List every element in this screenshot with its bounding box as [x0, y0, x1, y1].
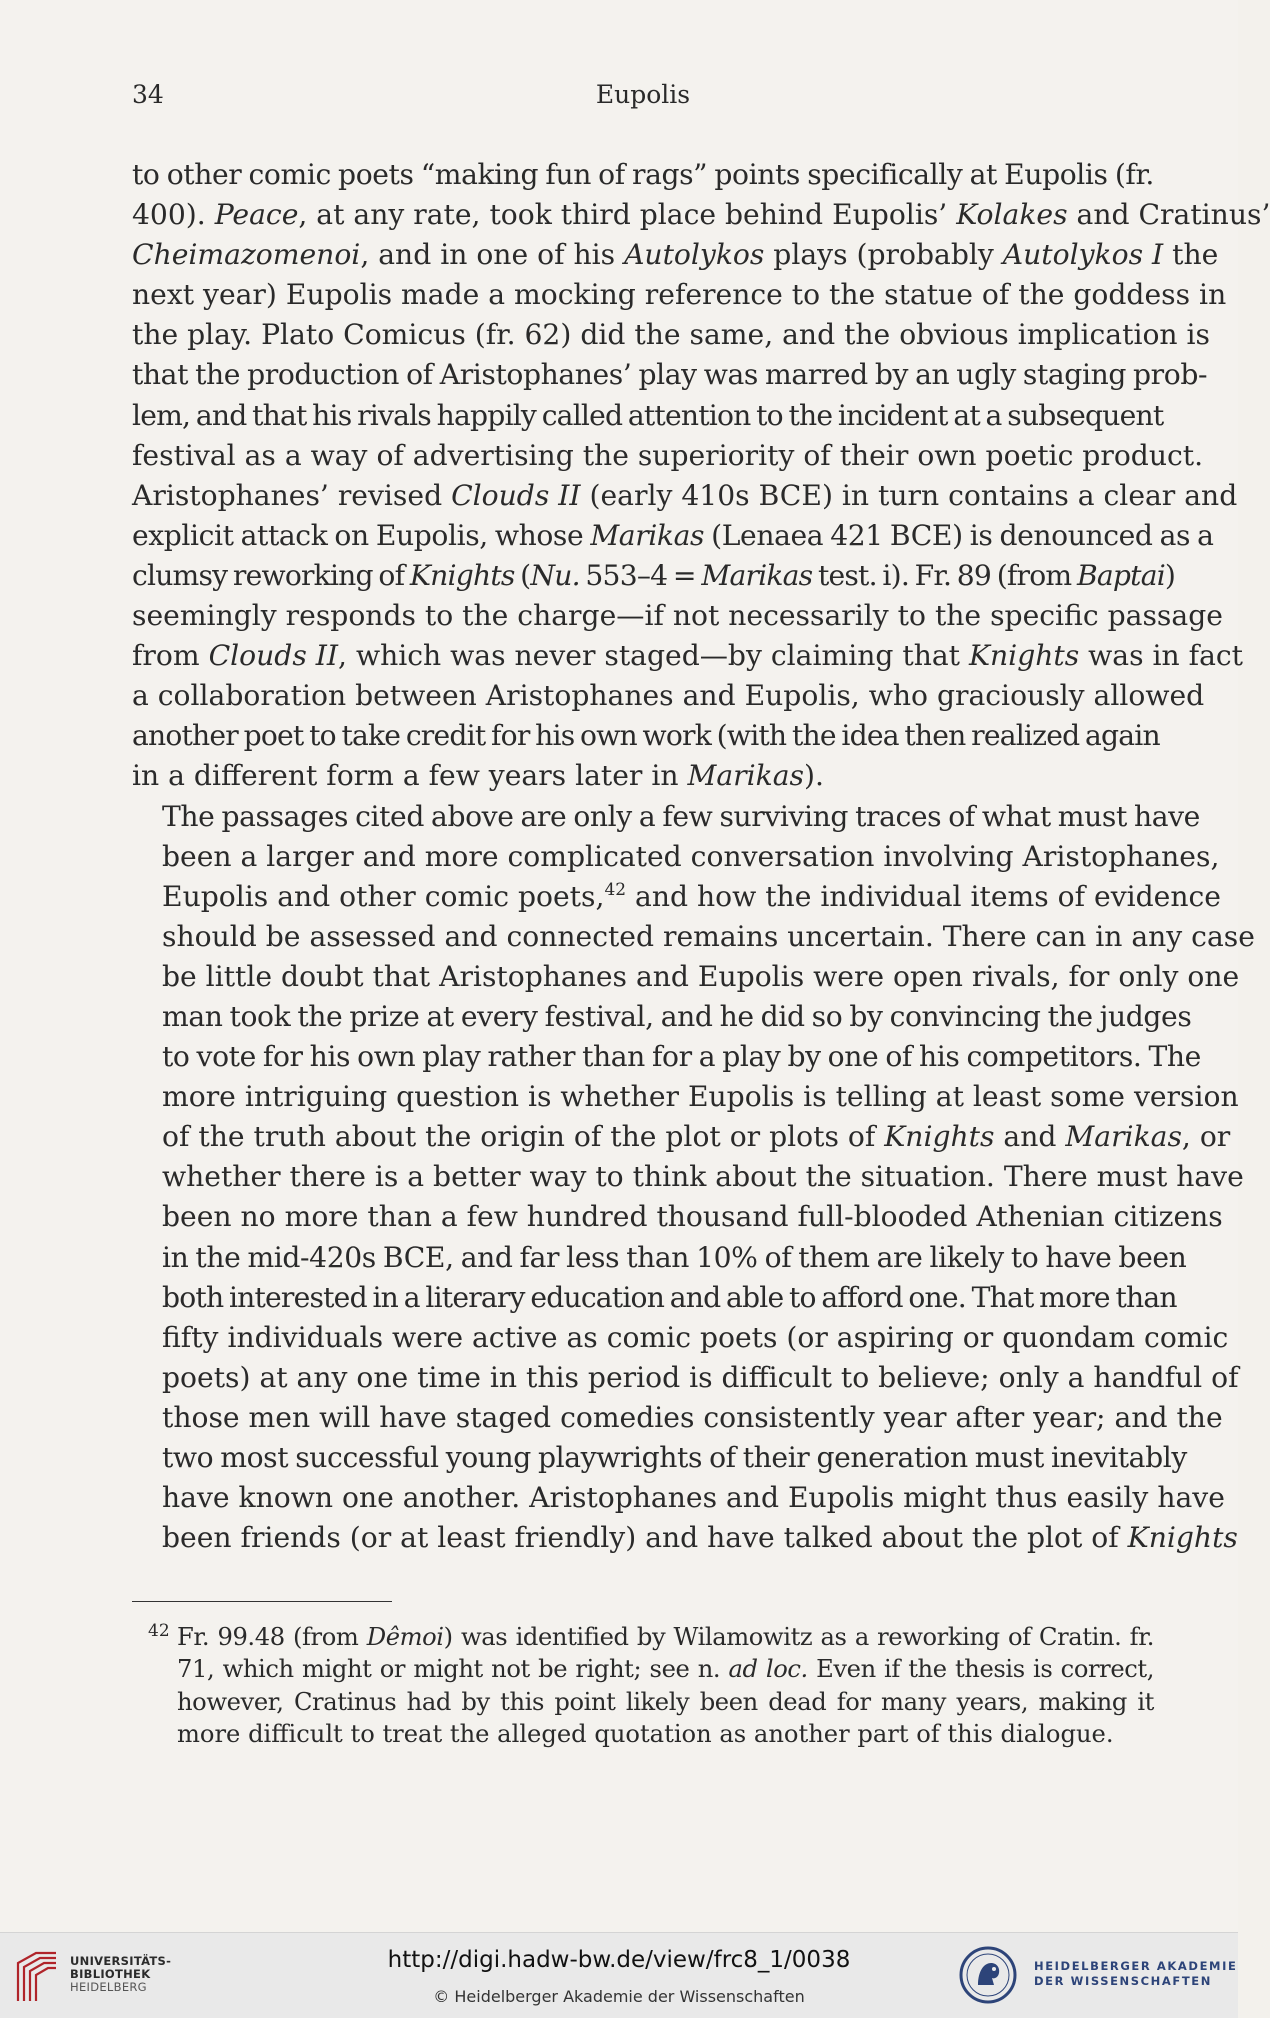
text-line: a collaboration between Aristophanes and Eupolis, who graciously allowed — [132, 679, 1205, 713]
text-line: have known one another. Aristophanes and Eupolis might thus easily have — [162, 1481, 1225, 1515]
text-line: in a different form a few years later in Marikas). — [132, 759, 824, 793]
text-line: however, Cratinus had by this point likely been dead for many years, making it — [177, 1687, 1154, 1716]
university-library-name: UNIVERSITÄTS- BIBLIOTHEK HEIDELBERG — [70, 1954, 172, 1994]
text-line: fifty individuals were active as comic poets (or aspiring or quondam comic — [162, 1320, 1229, 1354]
text-line: to other comic poets “making fun of rags” points specifically at Eupolis (fr. — [132, 158, 1154, 191]
text-line: been a larger and more complicated conversation involving Aristophanes, — [162, 839, 1220, 873]
footnote-text — [177, 1621, 1154, 1750]
text-line: more intriguing question is whether Eupolis is telling at least some version — [162, 1080, 1239, 1114]
paragraph-2 — [132, 797, 1255, 1559]
text-line: lem, and that his rivals happily called attention to the incident at a subsequent — [132, 398, 1164, 432]
text-line: Cheimazomenoi, and in one of his Autolykos plays (probably Autolykos I the — [132, 238, 1219, 272]
text-line: seemingly responds to the charge—if not necessarily to the specific passage — [132, 599, 1223, 633]
text-line: poets) at any one time in this period is difficult to believe; only a handful of — [162, 1360, 1239, 1394]
footnote-42 — [132, 1621, 1154, 1750]
text-line: 71, which might or might not be right; see n. ad loc. Even if the thesis is correct, — [177, 1655, 1154, 1684]
text-line: Fr. 99.48 (from Dêmoi) was identified by Wilamowitz as a reworking of Cratin. fr. — [177, 1623, 1155, 1651]
page-header — [132, 80, 1154, 114]
text-line: the play. Plato Comicus (fr. 62) did the same, and the obvious implication is — [132, 318, 1211, 352]
footnote-number: 42 — [148, 1621, 170, 1641]
text-line: of the truth about the origin of the plot or plots of Knights and Marikas, or — [162, 1120, 1231, 1154]
paragraph-1 — [132, 155, 1270, 797]
text-line: The passages cited above are only a few surviving traces of what must have — [162, 799, 1200, 833]
text-line: those men will have staged comedies consistently year after year; and the — [162, 1400, 1223, 1434]
text-line: should be assessed and connected remains uncertain. There can in any case — [162, 919, 1255, 953]
footnote-reference: 42 — [604, 879, 627, 900]
text-line: in the mid-420s BCE, and far less than 10% of them are likely to have been — [162, 1240, 1187, 1274]
text-line: Eupolis and other comic poets,$^{42}$ and how the individual items of evidence — [162, 879, 1221, 913]
text-line: next year) Eupolis made a mocking reference to the statue of the goddess in — [132, 278, 1227, 312]
permalink-url[interactable]: http://digi.hadw-bw.de/view/frc8_1/0038 — [387, 1947, 851, 1973]
page-number: 34 — [132, 80, 164, 109]
text-line: be little doubt that Aristophanes and Eupolis were open rivals, for only one — [162, 959, 1240, 993]
text-line: clumsy reworking of Knights (Nu. 553–4 = Marikas test. i). Fr. 89 (from Baptai) — [132, 558, 1176, 592]
text-line: explicit attack on Eupolis, whose Marikas (Lenaea 421 BCE) is denounced as a — [132, 518, 1214, 552]
text-line: from Clouds II, which was never staged—by claiming that Knights was in fact — [132, 639, 1243, 673]
text-line: 400). Peace, at any rate, took third place behind Eupolis’ Kolakes and Cratinus’ — [132, 198, 1270, 232]
text-line: two most successful young playwrights of their generation must inevitably — [162, 1441, 1187, 1474]
text-line: man took the prize at every festival, and he did so by convincing the judges — [162, 999, 1192, 1033]
main-text — [132, 155, 1270, 1558]
text-line: Aristophanes’ revised Clouds II (early 410s BCE) in turn contains a clear and — [132, 478, 1238, 512]
text-line: been friends (or at least friendly) and have talked about the plot of Knights — [162, 1521, 1238, 1555]
text-line: whether there is a better way to think about the situation. There must have — [162, 1160, 1244, 1194]
text-line: that the production of Aristophanes’ play was marred by an ugly staging prob- — [132, 358, 1208, 392]
text-line: another poet to take credit for his own work (with the idea then realized again — [132, 719, 1160, 753]
viewer-footer — [0, 1932, 1238, 2018]
running-title: Eupolis — [595, 80, 691, 109]
academy-name: HEIDELBERGER AKADEMIE DER WISSENSCHAFTEN — [1034, 1959, 1238, 1988]
copyright-notice: © Heidelberger Akademie der Wissenschaften — [433, 1987, 805, 2006]
text-line: been no more than a few hundred thousand full-blooded Athenian citizens — [162, 1200, 1223, 1234]
text-line: festival as a way of advertising the superiority of their own poetic product. — [132, 438, 1204, 472]
footnote-rule — [132, 1601, 392, 1602]
academy-seal-icon — [958, 1945, 1018, 2005]
text-line: both interested in a literary education and able to afford one. That more than — [162, 1280, 1177, 1314]
text-line: more difficult to treat the alleged quotation as another part of this dialogue. — [177, 1719, 1114, 1748]
text-line: to vote for his own play rather than for a play by one of his competitors. The — [162, 1040, 1201, 1074]
